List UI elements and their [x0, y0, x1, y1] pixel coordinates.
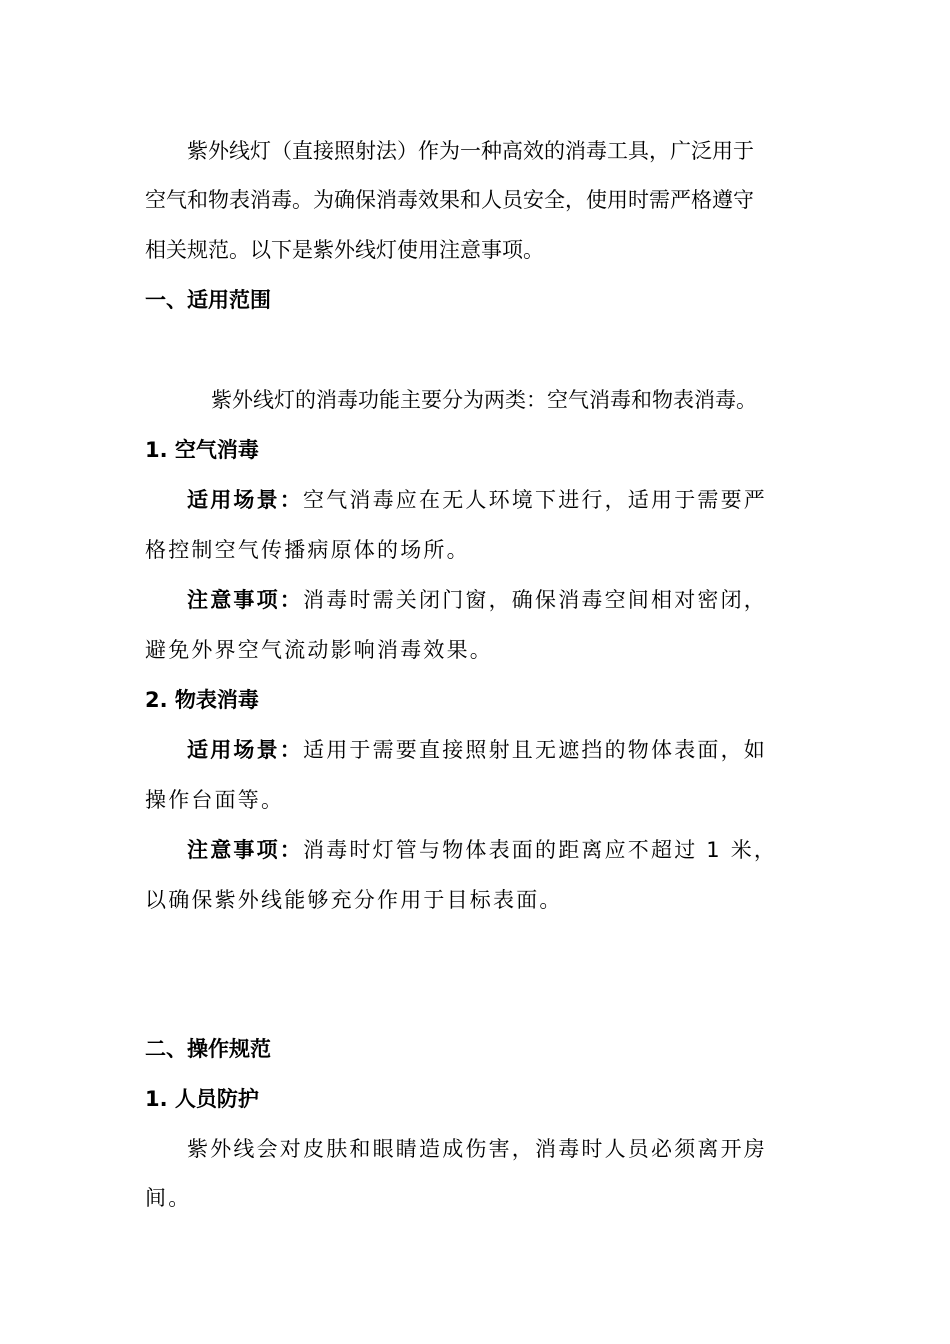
subheading-surface-disinfection: 2. 物表消毒	[145, 688, 259, 712]
air-scene-text: 空气消毒应在无人环境下进行，适用于需要严	[303, 488, 767, 512]
subheading-personnel-protection: 1. 人员防护	[145, 1087, 259, 1111]
air-scene-text-cont: 格控制空气传播病原体的场所。	[145, 538, 470, 562]
surface-note-text: 消毒时灯管与物体表面的距离应不超过 1 米，	[303, 838, 778, 862]
intro-line-1: 紫外线灯（直接照射法）作为一种高效的消毒工具，广泛用于	[187, 139, 754, 163]
protection-text: 紫外线会对皮肤和眼睛造成伤害，消毒时人员必须离开房	[187, 1137, 767, 1161]
surface-scene-label: 适用场景：	[187, 738, 303, 762]
air-scene-paragraph	[187, 486, 767, 514]
surface-scene-text: 适用于需要直接照射且无遮挡的物体表面，如	[303, 738, 767, 762]
subheading-air-disinfection: 1. 空气消毒	[145, 438, 259, 462]
surface-scene-text-cont: 操作台面等。	[145, 788, 285, 812]
air-scene-label: 适用场景：	[187, 488, 303, 512]
surface-note-label: 注意事项：	[187, 838, 303, 862]
intro-line-2: 空气和物表消毒。为确保消毒效果和人员安全，使用时需严格遵守	[145, 188, 754, 212]
surface-scene-paragraph	[187, 736, 767, 764]
protection-text-cont: 间。	[145, 1186, 192, 1210]
surface-note-text-cont: 以确保紫外线能够充分作用于目标表面。	[145, 888, 563, 912]
air-note-paragraph	[187, 586, 767, 614]
air-note-label: 注意事项：	[187, 588, 303, 612]
air-note-text-cont: 避免外界空气流动影响消毒效果。	[145, 638, 493, 662]
section-heading-scope: 一、适用范围	[145, 288, 271, 312]
intro-line-3: 相关规范。以下是紫外线灯使用注意事项。	[145, 238, 544, 262]
scope-summary: 紫外线灯的消毒功能主要分为两类：空气消毒和物表消毒。	[211, 388, 757, 412]
air-note-text: 消毒时需关闭门窗，确保消毒空间相对密闭，	[303, 588, 767, 612]
surface-note-paragraph	[187, 836, 777, 864]
section-heading-operation: 二、操作规范	[145, 1037, 271, 1061]
